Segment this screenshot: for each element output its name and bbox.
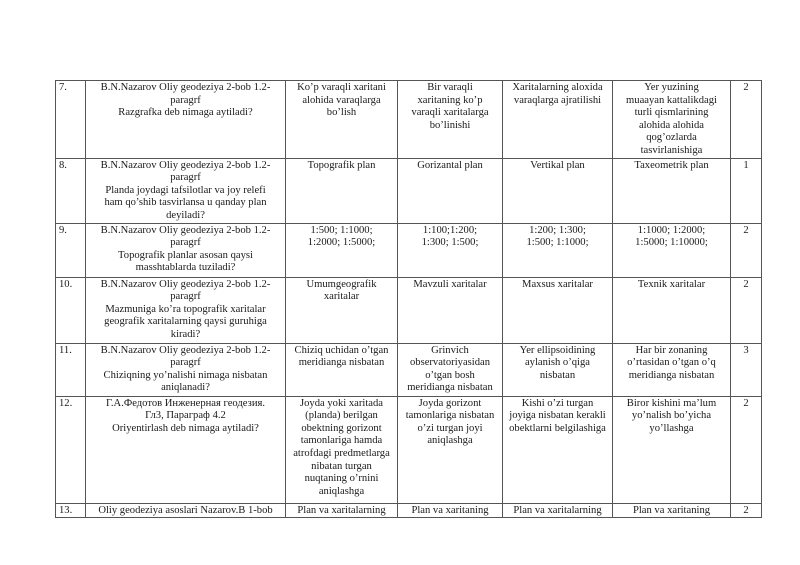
question-cell	[86, 158, 286, 223]
question-cell	[86, 503, 286, 518]
option-3-cell	[503, 503, 613, 518]
question-number: 11.	[56, 343, 86, 396]
option-line: 1:500; 1:1000;	[526, 237, 589, 249]
question-line: Chiziqning yo’nalishi nimaga nisbatan	[103, 369, 268, 381]
option-line: Taxeometrik plan	[634, 159, 709, 171]
option-line: xaritaning ko’p	[417, 94, 483, 106]
option-line: o’rtasidan o’tgan o’q	[627, 357, 716, 369]
source-line: B.N.Nazarov Oliy geodeziya 2-bob 1.2-	[100, 278, 271, 290]
question-number: 10.	[56, 277, 86, 343]
option-4-cell	[613, 277, 731, 343]
option-1-cell	[286, 503, 398, 518]
option-3-cell	[503, 81, 613, 159]
option-line: meridianga nisbatan	[298, 357, 385, 369]
question-cell	[86, 223, 286, 277]
option-2-cell	[398, 503, 503, 518]
option-line: Har bir zonaning	[635, 344, 708, 356]
option-4-cell	[613, 503, 731, 518]
correct-answer: 2	[731, 396, 762, 503]
source-line: B.N.Nazarov Oliy geodeziya 2-bob 1.2-	[100, 159, 271, 171]
option-line: Plan va xaritaning	[411, 504, 489, 516]
correct-answer: 2	[731, 223, 762, 277]
option-line: aniqlashga	[427, 435, 473, 447]
correct-answer: 2	[731, 277, 762, 343]
table-row	[56, 158, 762, 223]
option-3-cell	[503, 158, 613, 223]
correct-answer: 3	[731, 343, 762, 396]
correct-answer: 2	[731, 503, 762, 518]
question-cell	[86, 277, 286, 343]
option-line: tasvirlanishiga	[640, 144, 703, 156]
option-line: o’zi turgan joyi	[417, 422, 483, 434]
option-3-cell	[503, 277, 613, 343]
source-line: Oliy geodeziya asoslari Nazarov.B 1-bob	[98, 504, 273, 516]
table-row	[56, 343, 762, 396]
option-line: alohida alohida	[638, 119, 704, 131]
option-line: Joyda yoki xaritada	[300, 397, 383, 409]
question-line: ham qo’shib tasvirlansa u qanday plan	[104, 197, 267, 209]
option-line: joyiga nisbatan kerakli	[509, 410, 606, 422]
option-2-cell	[398, 158, 503, 223]
question-cell	[86, 396, 286, 503]
source-line: paragrf	[170, 94, 201, 106]
option-line: o’tgan bosh	[425, 369, 475, 381]
question-number: 7.	[56, 81, 86, 159]
option-line: 1:2000; 1:5000;	[307, 237, 376, 249]
option-line: nuqtaning o’rnini	[304, 473, 379, 485]
option-line: obektning gorizont	[301, 422, 382, 434]
option-2-cell	[398, 396, 503, 503]
question-line: aniqlanadi?	[161, 382, 210, 394]
option-line: aylanish o’qiga	[524, 357, 591, 369]
option-line: Yer ellipsoidining	[519, 344, 596, 356]
option-line: tamonlariga nisbatan	[405, 410, 495, 422]
option-line: atrofdagi predmetlarga	[293, 447, 390, 459]
option-1-cell	[286, 396, 398, 503]
correct-answer: 2	[731, 81, 762, 159]
option-line: Chiziq uchidan o’tgan	[294, 344, 389, 356]
option-line: Gorizantal plan	[417, 159, 483, 171]
option-line: meridianga nisbatan	[628, 369, 715, 381]
option-line: 1:1000; 1:2000;	[637, 224, 706, 236]
question-line: Planda joydagi tafsilotlar va joy relefi	[105, 184, 266, 196]
option-line: Texnik xaritalar	[637, 278, 706, 290]
option-2-cell	[398, 277, 503, 343]
option-line: 1:200; 1:300;	[529, 224, 586, 236]
question-number: 8.	[56, 158, 86, 223]
source-line: B.N.Nazarov Oliy geodeziya 2-bob 1.2-	[100, 344, 271, 356]
question-number: 13.	[56, 503, 86, 518]
option-3-cell	[503, 223, 613, 277]
option-line: aniqlashga	[318, 485, 365, 497]
option-line: nibatan turgan	[311, 460, 372, 472]
correct-answer: 1	[731, 158, 762, 223]
source-line: paragrf	[170, 291, 201, 303]
question-line: Topografik planlar asosan qaysi	[118, 249, 253, 261]
option-line: Yer yuzining	[644, 82, 699, 93]
option-line: alohida varaqlarga	[302, 94, 381, 106]
option-line: Vertikal plan	[530, 159, 585, 171]
source-line: Гл3, Параграф 4.2	[145, 410, 226, 422]
document-page	[55, 80, 762, 518]
option-1-cell	[286, 81, 398, 159]
question-line: deyiladi?	[166, 209, 205, 221]
option-line: Grinvich	[431, 344, 469, 356]
question-cell	[86, 343, 286, 396]
option-1-cell	[286, 343, 398, 396]
question-line: masshtablarda tuziladi?	[135, 262, 236, 274]
option-line: Plan va xaritalarning	[513, 504, 602, 516]
option-2-cell	[398, 343, 503, 396]
option-line: turli qismlarining	[634, 107, 709, 119]
option-line: muaayan kattalikdagi	[626, 94, 717, 106]
question-line: kiradi?	[170, 328, 201, 340]
option-1-cell	[286, 277, 398, 343]
question-line: Oriyentirlash deb nimaga aytiladi?	[112, 422, 259, 434]
option-line: varaqli xaritalarga	[411, 107, 489, 119]
questions-table-body	[56, 81, 762, 518]
question-line: Razgrafka deb nimaga aytiladi?	[118, 107, 253, 119]
source-line: B.N.Nazarov Oliy geodeziya 2-bob 1.2-	[100, 82, 271, 93]
option-line: obektlarni belgilashiga	[509, 422, 606, 434]
option-line: (planda) berilgan	[305, 410, 378, 422]
option-2-cell	[398, 223, 503, 277]
option-1-cell	[286, 223, 398, 277]
source-line: paragrf	[170, 172, 201, 184]
source-line: paragrf	[170, 357, 201, 369]
option-line: meridianga nisbatan	[407, 382, 493, 394]
option-line: Joyda gorizont	[418, 397, 482, 409]
option-line: Plan va xaritalarning	[297, 504, 386, 516]
option-line: 1:100;1:200;	[422, 224, 478, 236]
option-line: Biror kishini ma’lum	[626, 397, 717, 409]
table-row	[56, 81, 762, 159]
option-line: 1:5000; 1:10000;	[635, 237, 708, 249]
table-row	[56, 277, 762, 343]
option-line: Ko’p varaqli xaritani	[297, 82, 386, 93]
option-line: qog’ozlarda	[646, 132, 697, 144]
option-line: 1:500; 1:1000;	[310, 224, 373, 236]
question-number: 9.	[56, 223, 86, 277]
option-line: Maxsus xaritalar	[522, 278, 593, 290]
option-line: bo’linishi	[429, 119, 471, 131]
option-line: nisbatan	[539, 369, 576, 381]
source-line: Г.А.Федотов Инженерная геодезия.	[105, 397, 266, 409]
option-line: Kishi o’zi turgan	[521, 397, 594, 409]
questions-table	[55, 80, 762, 518]
option-line: yo’nalish bo’yicha	[631, 410, 712, 422]
option-line: varaqlarga ajratilishi	[513, 94, 602, 106]
option-line: Plan va xaritaning	[632, 504, 711, 516]
table-row	[56, 396, 762, 503]
question-line: Mazmuniga ko’ra topografik xaritalar	[105, 303, 266, 315]
table-row	[56, 223, 762, 277]
option-3-cell	[503, 396, 613, 503]
option-1-cell	[286, 158, 398, 223]
option-line: Xaritalarning aloxida	[512, 82, 603, 93]
table-row	[56, 503, 762, 518]
option-4-cell	[613, 343, 731, 396]
question-cell	[86, 81, 286, 159]
option-line: 1:300; 1:500;	[421, 237, 479, 249]
option-4-cell	[613, 158, 731, 223]
option-4-cell	[613, 81, 731, 159]
option-line: observatoriyasidan	[409, 357, 491, 369]
option-line: Umumgeografik	[306, 278, 377, 290]
option-4-cell	[613, 223, 731, 277]
question-line: geografik xaritalarning qaysi guruhiga	[104, 316, 267, 328]
source-line: paragrf	[170, 237, 201, 249]
source-line: B.N.Nazarov Oliy geodeziya 2-bob 1.2-	[100, 224, 271, 236]
option-line: xaritalar	[323, 291, 360, 303]
option-4-cell	[613, 396, 731, 503]
option-line: Bir varaqli	[427, 82, 473, 93]
option-line: bo’lish	[326, 107, 357, 119]
option-line: Topografik plan	[307, 159, 376, 171]
question-number: 12.	[56, 396, 86, 503]
option-line: yo’llashga	[649, 422, 694, 434]
option-3-cell	[503, 343, 613, 396]
option-2-cell	[398, 81, 503, 159]
option-line: tamonlariga hamda	[300, 435, 383, 447]
option-line: Mavzuli xaritalar	[413, 278, 487, 290]
